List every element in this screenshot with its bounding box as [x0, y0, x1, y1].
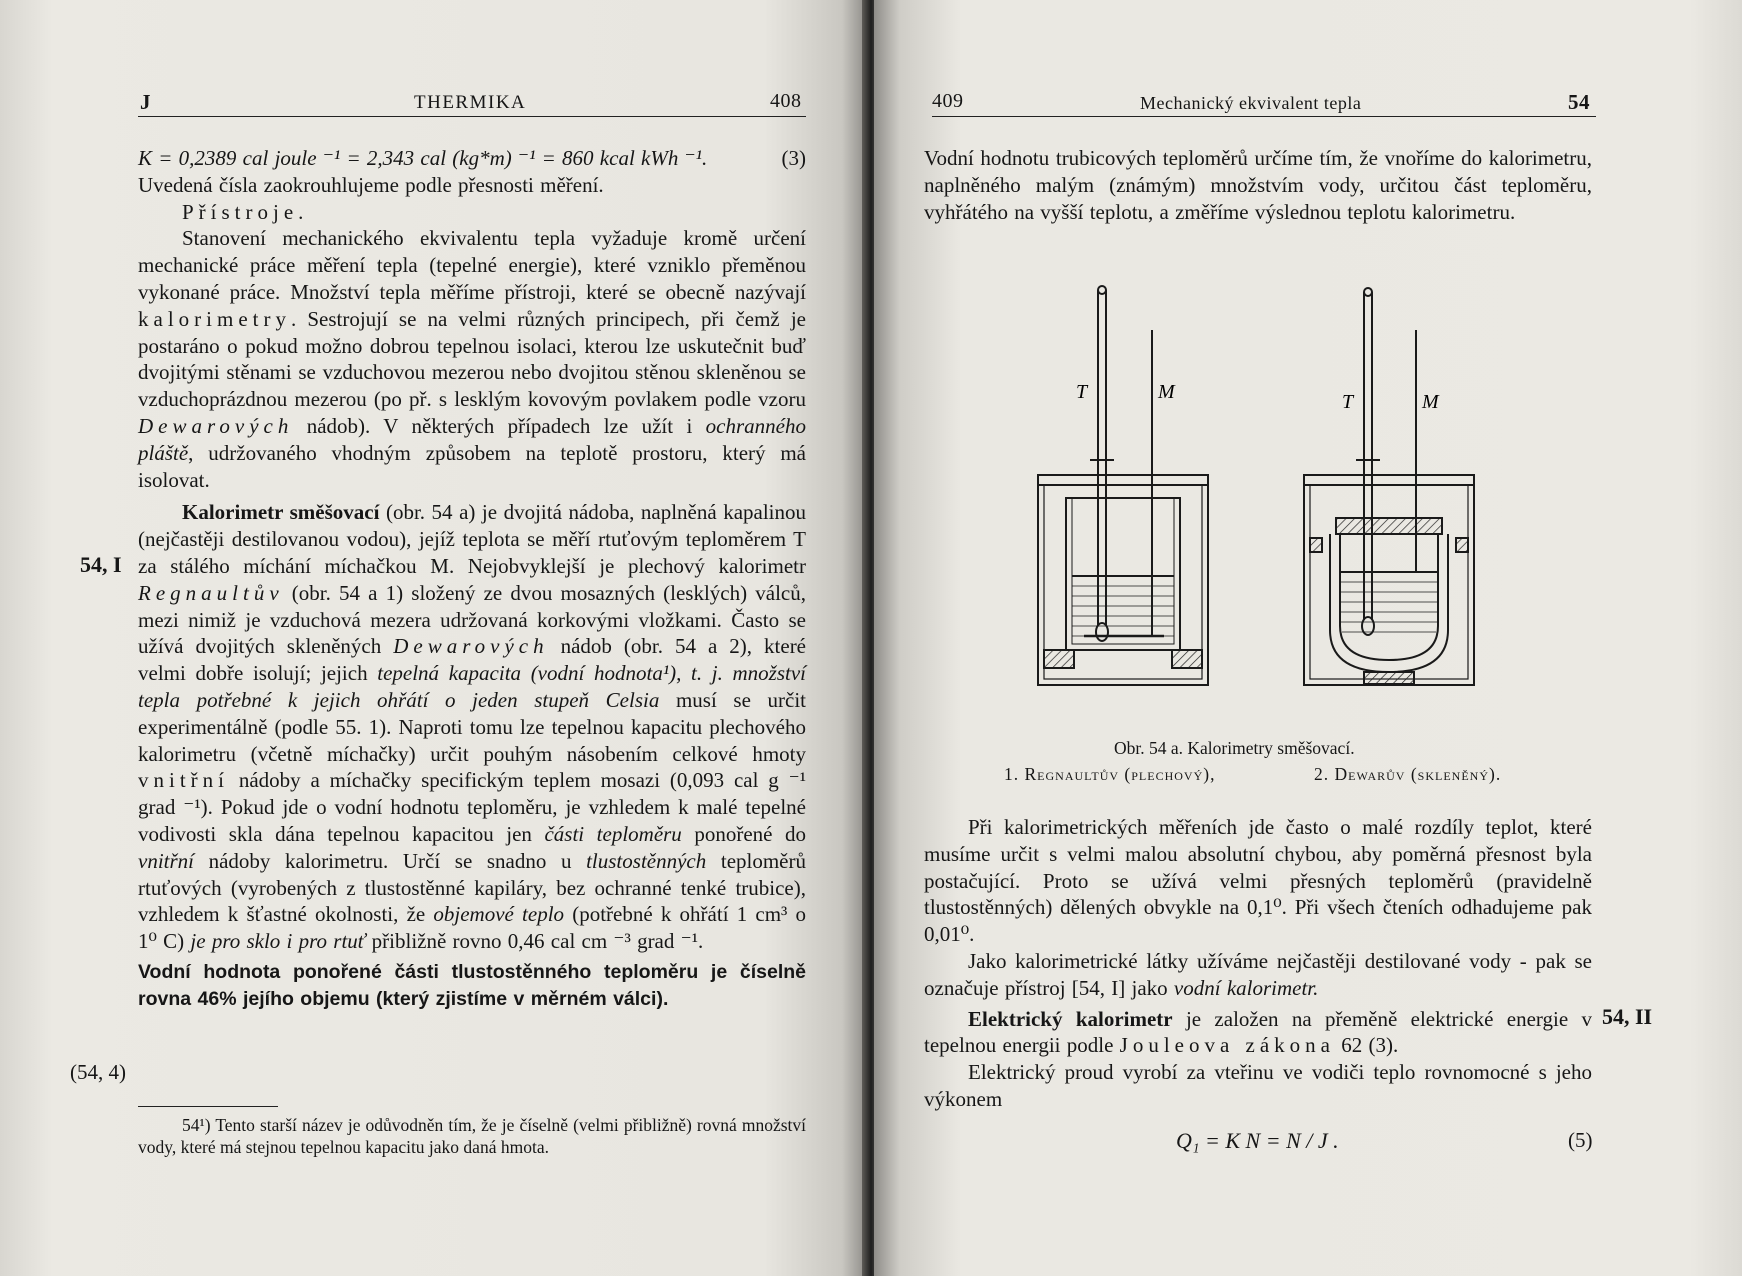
left-body	[138, 145, 806, 1013]
label-M-2: M	[1422, 391, 1439, 413]
formula-line	[138, 145, 806, 172]
left-page	[0, 0, 868, 1276]
label-T-2: T	[1342, 391, 1354, 413]
figure-caption-1: 1. Regnaultův (plechový),	[1004, 764, 1216, 784]
term-glass: je pro sklo i pro rtuť	[190, 929, 366, 954]
term-part: části teploměru	[544, 821, 682, 846]
left-header-title: THERMIKA	[414, 92, 527, 113]
para-electric: Elektrický kalorimetr je založen na přeměně elektrické energie v tepelnou energii podle Jouleova zákona 62 (3).	[924, 1006, 1592, 1058]
term-inner-2: vnitřní	[138, 848, 194, 873]
formula-text: K = 0,2389 cal joule ⁻¹ = 2,343 cal (kg*m) ⁻¹ = 860 kcal kWh ⁻¹.	[138, 146, 708, 170]
margin-label-54-4: (54, 4)	[70, 1060, 126, 1084]
term-water-calorimeter: vodní kalorimetr.	[1173, 975, 1319, 1000]
right-header-rule	[932, 116, 1596, 117]
left-page-number: 408	[770, 90, 802, 112]
para-water: Jako kalorimetrické látky užíváme nejčastěji destilované vody - pak se označuje přístroj [54, I] jako vodní kalorimetr.	[924, 948, 1592, 1000]
para-top: Vodní hodnotu trubicových teploměrů určíme tím, že vnoříme do kalorimetru, naplněného malým (známým) množstvím vody, určitou část teploměru, vyhřátého na vyšší teplotu, a změříme výslednou teplotu kalorimetru.	[924, 146, 1592, 224]
label-T-1: T	[1076, 381, 1088, 403]
term-volume-heat: objemové teplo	[433, 902, 565, 927]
para-rounding: Uvedená čísla zaokrouhlujeme podle přesnosti měření.	[138, 172, 604, 197]
left-header-letter: J	[140, 90, 151, 114]
right-page	[874, 0, 1742, 1276]
dewar-calorimeter	[1304, 288, 1474, 685]
para-measure: Při kalorimetrických měřeních jde často o malé rozdíly teplot, které musíme určit s velmi malou absolutní chybou, aby poměrná přesnost byla postačující. Proto se užívá velmi přesných teploměrů (pravidelně tlustostěnných) dělených obvykle na 0,1⁰. Při všech čteních odhadujeme pak 0,01⁰.	[924, 815, 1592, 947]
term-joule: Jouleova zákona	[1119, 1033, 1336, 1058]
term-thick: tlustostěnných	[586, 848, 707, 873]
para-mixing-calorimeter: Kalorimetr směšovací (obr. 54 a) je dvojitá nádoba, naplněná kapalinou (nejčastěji destilovanou vodou), jejíž teplota se měří rtuťovým teploměrem T za stálého míchání míchačkou M. Nejobvyklejší je plechový kalorimetr Regnaultův (obr. 54 a 1) složený ze dvou mosazných (lesklých) válců, mezi nimiž je vzduchová mezera udržovaná korkovými vložkami. Často se užívá dvojitých skleněných Dewarových nádob (obr. 54 a 2), které velmi dobře isolují; jejich tepelná kapacita (vodní hodnota¹), t. j. množství tepla potřebné k jejich ohřátí o jeden stupeň Celsia musí se určit experimentálně (podle 55. 1). Naproti tomu lze tepelnou kapacitu plechového kalorimetru (včetně míchačky) určit pouhým násobením celkové hmoty vnitřní nádoby a míchačky specifickým teplem mosazi (0,093 cal g ⁻¹ grad ⁻¹). Pokud jde o vodní hodnotu teploměru, je vzhledem k malé tepelné vodivosti skla dána tepelnou kapacitou jen části teploměru ponořené do vnitřní nádoby kalorimetru. Určí se snadno u tlustostěnných teploměrů rtuťových (vyrobených z tlustostěnné kapiláry, bez ochranné tenké trubice), vzhledem k šťastné okolnosti, že objemové teplo (potřebné k ohřátí 1 cm³ o 1⁰ C) je pro sklo i pro rtuť přibližně rovno 0,46 cal cm ⁻³ grad ⁻¹.	[138, 500, 807, 954]
right-body	[924, 814, 1592, 1113]
margin-label-54-2: 54, II	[1602, 1004, 1653, 1029]
term-dewar-2: Dewarových	[393, 634, 549, 659]
mix-heading: Kalorimetr směšovací	[182, 500, 380, 525]
term-regnault: Regnaultův	[138, 580, 284, 605]
footnote-rule	[138, 1106, 278, 1107]
term-heat-capacity: tepelná kapacita	[377, 661, 522, 686]
term-water-value: (vodní hodnota¹), t. j. množství tepla potřebné k jejich ohřátí o jeden stupeň Celsia	[138, 661, 806, 712]
margin-label-54-1: 54, I	[80, 552, 122, 577]
label-M-1: M	[1158, 381, 1175, 403]
left-header-rule	[138, 116, 806, 117]
regnault-calorimeter	[1038, 286, 1208, 685]
footnote: 54¹) Tento starší název je odůvodněn tím, že je číselně (velmi přibližně) rovná množství vody, které má stejnou tepelnou kapacitu jako daná hmota.	[138, 1115, 806, 1157]
figure-caption-2: 2. Dewarův (skleněný).	[1314, 764, 1502, 784]
calorimeter-figure	[1024, 280, 1544, 720]
formula-number: (3)	[781, 146, 806, 170]
para-instruments: Stanovení mechanického ekvivalentu tepla vyžaduje kromě určení mechanické práce měření tepla (tepelné energie), které vzniklo přeměnou vykonané práce. Množství tepla měříme přístroji, které se obecně nazývají kalorimetry. Sestrojují se na velmi různých principech, při čemž je postaráno o pokud možno dobrou tepelnou isolaci, kterou lze uskutečnit buď dvojitými stěnami se vzduchovou mezerou nebo dvojitou stěnou skleněnou se vzduchoprázdnou mezerou (po př. s lesklým kovovým povlakem podle vzoru Dewarových nádob). V některých případech lze užít i ochranného pláště, udržovaného vhodným způsobem na teplotě prostoru, který má isolovat.	[138, 226, 806, 492]
elec-heading: Elektrický kalorimetr	[968, 1006, 1173, 1031]
right-section-number: 54	[1568, 90, 1590, 114]
term-inner: vnitřní	[138, 768, 229, 793]
section-heading: Přístroje.	[182, 199, 309, 224]
right-header-title: Mechanický ekvivalent tepla	[1140, 93, 1362, 113]
equation-number: (5)	[1568, 1128, 1593, 1152]
term-dewar: Dewarových	[138, 413, 294, 438]
term-calorimeters: kalorimetry	[138, 306, 291, 331]
figure-caption-main: Obr. 54 a. Kalorimetry směšovací.	[1114, 738, 1355, 758]
para-current: Elektrický proud vyrobí za vteřinu ve vodiči teplo rovnomocné s jeho výkonem	[924, 1060, 1592, 1111]
right-page-number: 409	[932, 90, 964, 112]
term-shield: ochranného pláště	[138, 413, 806, 465]
bold-statement: Vodní hodnota ponořené části tlustostěnného teploměru je číselně rovna 46% jejího objemu (který zjistíme v měrném válci).	[138, 960, 806, 1010]
equation: Q₁ = K N = N / J .	[1176, 1128, 1339, 1153]
